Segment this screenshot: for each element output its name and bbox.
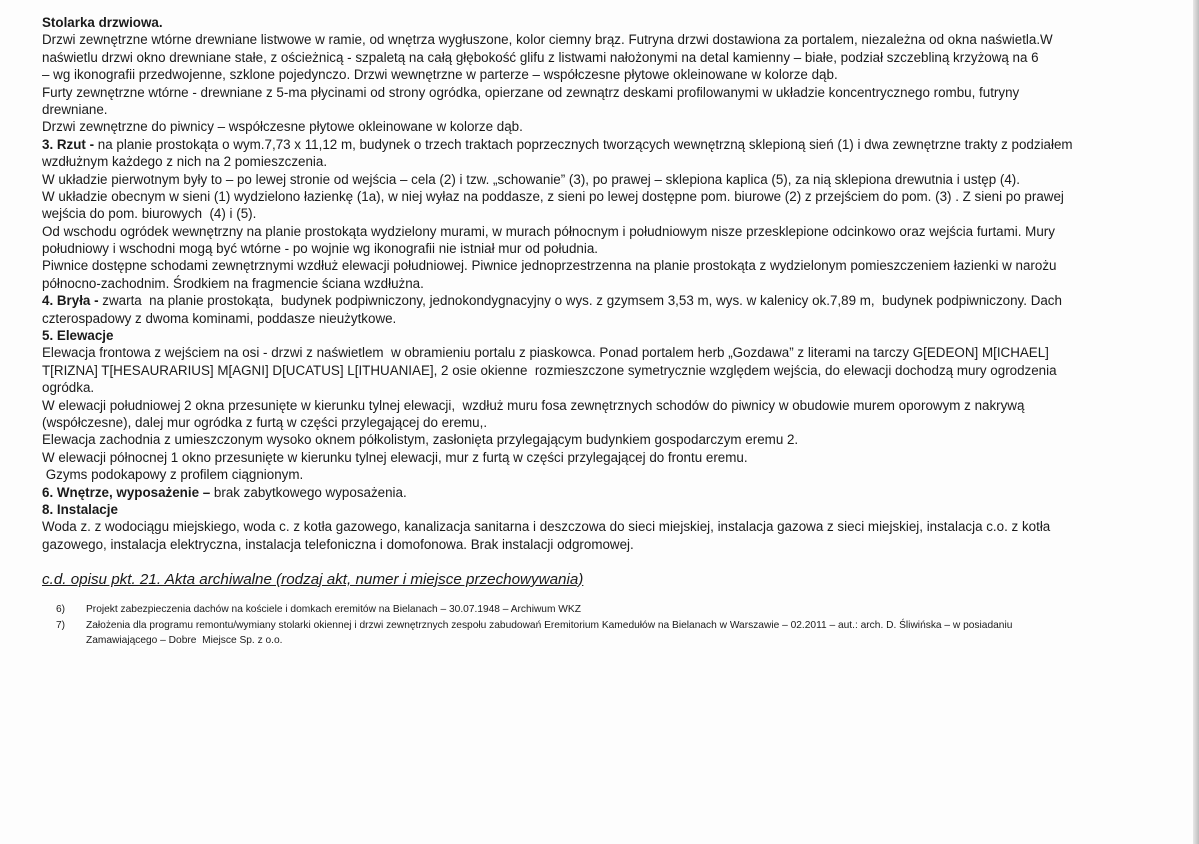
note-text: Zamawiającego – Dobre Miejsce Sp. z o.o. (86, 635, 283, 647)
text-line (42, 153, 1073, 170)
note-item (56, 633, 1012, 649)
text-line (42, 501, 1073, 518)
line-text: wzdłużnym każdego z nich na 2 pomieszczenia. (42, 154, 328, 170)
line-text: Od wschodu ogródek wewnętrzny na planie prostokąta wydzielony murami, w murach północnym i południowym nisze przesklepione odcinkowo oraz wejścia furtami. Mury (42, 223, 1055, 239)
text-line (42, 431, 1073, 448)
note-number: 7) (56, 619, 66, 631)
text-line (42, 171, 1073, 188)
line-text: gazowego, instalacja elektryczna, instalacja telefoniczna i domofonowa. Brak instalacji odgromowej. (42, 536, 634, 552)
text-line (42, 344, 1073, 361)
text-line (42, 118, 1073, 135)
text-line (42, 518, 1073, 535)
scan-edge-shadow (1193, 0, 1199, 844)
text-line (42, 466, 1073, 483)
text-line (42, 240, 1073, 257)
line-text: czterospadowy z dwoma kominami, poddasze nieużytkowe. (42, 310, 397, 326)
line-text: ogródka. (42, 380, 95, 396)
text-line (42, 275, 1073, 292)
line-text: brak zabytkowego wyposażenia. (210, 484, 407, 500)
note-text: Założenia dla programu remontu/wymiany stolarki okiennej i drzwi zewnętrznych zespołu zabudowań Eremitorium Kamedułów na Bielanach w Warszawie – 02.2011 – aut.: arch. D. Śliwińska – w posiadaniu (86, 619, 1013, 631)
line-text: zwarta na planie prostokąta, budynek podpiwniczony, jednokondygnacyjny o wys. z gzymsem 3,53 m, wys. w kalenicy ok.7,89 m, budynek podpiwniczony. Dach (98, 293, 1062, 309)
text-line (42, 223, 1073, 240)
line-text: na planie prostokąta o wym.7,73 x 11,12 m, budynek o trzech traktach poprzecznych tworzących wewnętrzną sklepioną sień (1) i dwa zewnętrzne trakty z podziałem (94, 136, 1073, 152)
text-line (42, 536, 1073, 553)
text-line (42, 484, 1073, 501)
text-line (42, 310, 1073, 327)
text-line (42, 257, 1073, 274)
section-heading: 6. Wnętrze, wyposażenie – (42, 484, 211, 500)
line-text: (współczesne), dalej mur ogródka z furtą w części przylegającej do eremu,. (42, 414, 488, 430)
text-line (42, 84, 1073, 101)
section-heading: 8. Instalacje (42, 501, 118, 517)
line-text: T[RIZNA] T[HESAURARIUS] M[AGNI] D[UCATUS] L[ITHUANIAE], 2 osie okienne rozmieszczone symetrycznie względem wejścia, do elewacji dochodzą mury ogrodzenia (42, 362, 1057, 378)
text-line (42, 379, 1073, 396)
text-line (42, 31, 1073, 48)
line-text: Woda z. z wodociągu miejskiego, woda c. z kotła gazowego, kanalizacja sanitarna i deszczowa do sieci miejskiej, instalacja gazowa z sieci miejskiej, instalacja c.o. z kotła (42, 519, 1051, 535)
text-line (42, 327, 1073, 344)
text-line (42, 414, 1073, 431)
line-text: Elewacja frontowa z wejściem na osi - drzwi z naświetlem w obramieniu portalu z piaskowca. Ponad portalem herb „Gozdawa” z literami na tarczy G[EDEON] M[ICHAEL] (42, 345, 1049, 361)
line-text: Furty zewnętrzne wtórne - drewniane z 5-ma płycinami od strony ogródka, opierzane od zewnątrz deskami profilowanymi w układzie koncentrycznego rombu, futryny (42, 84, 1020, 100)
text-line (42, 449, 1073, 466)
text-line (42, 397, 1073, 414)
line-text: północno-zachodnim. Środkiem na fragmencie ściana wzdłużna. (42, 275, 424, 291)
note-item (56, 602, 1012, 618)
text-line (42, 188, 1073, 205)
archival-notes-list (56, 602, 1012, 649)
line-text: naświetlu drzwi okno drewniane stałe, z ościeżnicą - szpaletą na całą głębokość glifu z listwami nałożonymi na detal kamienny – białe, podział szczebliną krzyżową na 6 (42, 49, 1039, 65)
text-line (42, 14, 1073, 31)
line-text: W elewacji północnej 1 okno przesunięte w kierunku tylnej elewacji, mur z furtą w części przylegającej do frontu eremu. (42, 449, 748, 465)
line-text: – wg ikonografii przedwojenne, szklone pojedynczo. Drzwi wewnętrzne w parterze – współczesne płytowe okleinowane w kolorze dąb. (42, 67, 838, 83)
text-line (42, 101, 1073, 118)
line-text: Elewacja zachodnia z umieszczonym wysoko oknem półkolistym, zasłonięta przylegającym budynkiem gospodarczym eremu 2. (42, 432, 799, 448)
line-text: Piwnice dostępne schodami zewnętrznymi wzdłuż elewacji południowej. Piwnice jednoprzestrzenna na planie prostokąta z wydzielonym pomieszczeniem łazienki w narożu (42, 258, 1057, 274)
text-line (42, 205, 1073, 222)
line-text: Drzwi zewnętrzne do piwnicy – współczesne płytowe okleinowane w kolorze dąb. (42, 119, 523, 135)
line-text: drewniane. (42, 101, 108, 117)
line-text: W elewacji południowej 2 okna przesunięte w kierunku tylnej elewacji, wzdłuż muru fosa zewnętrznych schodów do piwnicy w obudowie murem oporowym z nakrywą (42, 397, 1025, 413)
document-body (42, 14, 1073, 553)
note-text: Projekt zabezpieczenia dachów na kościele i domkach eremitów na Bielanach – 30.07.1948 – Archiwum WKZ (86, 604, 581, 615)
section-heading: 4. Bryła - (42, 293, 99, 309)
section-heading: 3. Rzut - (42, 136, 95, 152)
section-heading: Stolarka drzwiowa. (42, 15, 163, 30)
line-text: W układzie obecnym w sieni (1) wydzielono łazienkę (1a), w niej wyłaz na poddasze, z sieni po lewej dostępne pom. biurowe (2) z przejściem do pom. (3) . Z sieni po prawej (42, 188, 1064, 204)
text-line (42, 292, 1073, 309)
note-item (56, 618, 1012, 634)
text-line (42, 136, 1073, 153)
note-number: 6) (56, 604, 66, 615)
line-text: Gzyms podokapowy z profilem ciągnionym. (42, 467, 304, 483)
section-heading: 5. Elewacje (42, 328, 114, 344)
line-text: W układzie pierwotnym były to – po lewej stronie od wejścia – cela (2) i tzw. „schowanie” (3), po prawej – sklepiona kaplica (5), za nią sklepiona drewutnia i ustęp (4). (42, 171, 1020, 187)
line-text: wejścia do pom. biurowych (4) i (5). (42, 206, 257, 222)
text-line (42, 66, 1073, 83)
line-text: Drzwi zewnętrzne wtórne drewniane listwowe w ramie, od wnętrza wygłuszone, kolor ciemny brąz. Futryna drzwi dostawiona za portalem, niezależna od okna naświetla.W (42, 32, 1053, 48)
text-line (42, 362, 1073, 379)
section-21-heading: c.d. opisu pkt. 21. Akta archiwalne (rodzaj akt, numer i miejsce przechowywania) (42, 571, 584, 588)
line-text: południowy i wschodni mogą być wtórne - po wojnie wg ikonografii nie istniał mur od południa. (42, 241, 599, 257)
note-number (56, 633, 86, 649)
text-line (42, 49, 1073, 66)
